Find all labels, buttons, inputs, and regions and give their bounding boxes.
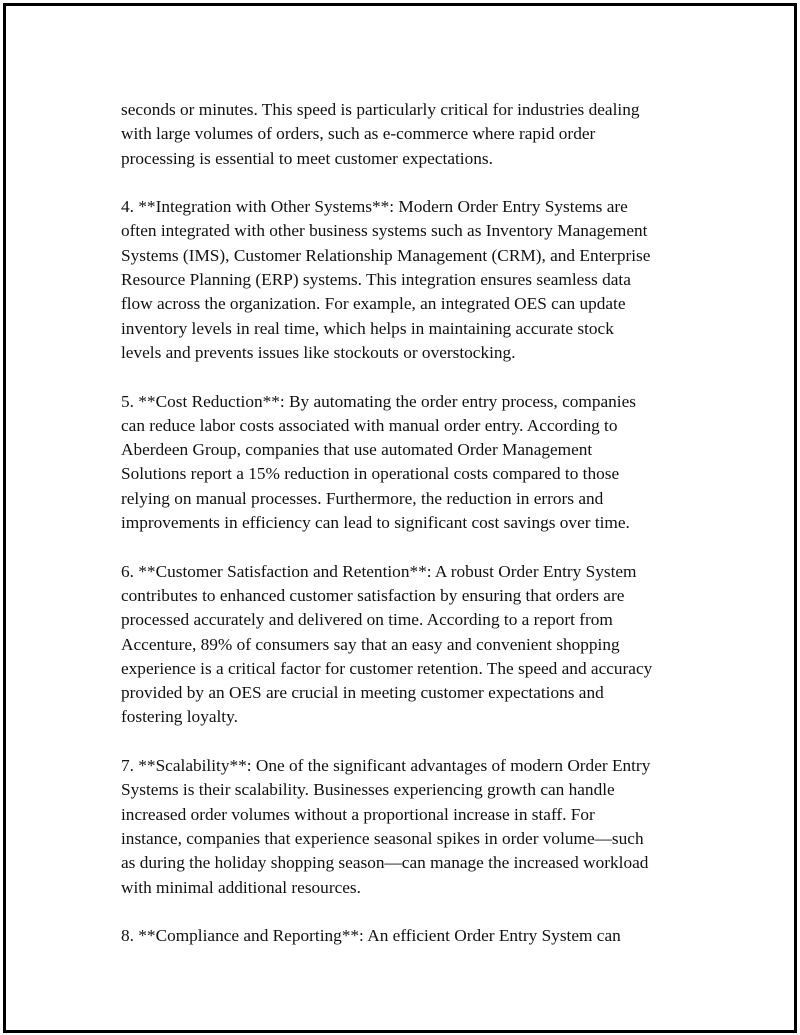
paragraph-integration: 4. **Integration with Other Systems**: Modern Order Entry Systems are often integrated with other business systems such as Inventory Management Systems (IMS), Customer Relationship Management (CRM), and Enterprise Resource Planning (ERP) systems. This integration ensures seamless data flow across the organization. For example, an integrated OES can update inventory levels in real time, which helps in maintaining accurate stock levels and prevents issues like stockouts or overstocking. (121, 197, 651, 362)
paragraph-cost-reduction: 5. **Cost Reduction**: By automating the order entry process, companies can reduce labor costs associated with manual order entry. According to Aberdeen Group, companies that use automated Order Management Solutions report a 15% reduction in operational costs compared to those relying on manual processes. Furthermore, the reduction in errors and improvements in efficiency can lead to significant cost savings over time. (121, 391, 636, 533)
page-body (121, 98, 701, 973)
paragraph-scalability: 7. **Scalability**: One of the significant advantages of modern Order Entry Systems is their scalability. Businesses experiencing growth can handle increased order volumes without a proportional increase in staff. For instance, companies that experience seasonal spikes in order volume—such as during the holiday shopping season—can manage the increased workload with minimal additional resources. (121, 756, 651, 897)
paragraph-customer-satisfaction: 6. **Customer Satisfaction and Retention**: A robust Order Entry System contributes to enhanced customer satisfaction by ensuring that orders are processed accurately and delivered on time. According to a report from Accenture, 89% of consumers say that an easy and convenient shopping experience is a critical factor for customer retention. The speed and accuracy provided by an OES are crucial in meeting customer expectations and fostering loyalty. (121, 561, 653, 727)
page-frame (3, 3, 797, 1033)
paragraph-speed-continuation: seconds or minutes. This speed is particularly critical for industries dealing with large volumes of orders, such as e-commerce where rapid order processing is essential to meet customer expectations. (121, 100, 640, 168)
paragraph-compliance: 8. **Compliance and Reporting**: An efficient Order Entry System can (121, 926, 621, 946)
